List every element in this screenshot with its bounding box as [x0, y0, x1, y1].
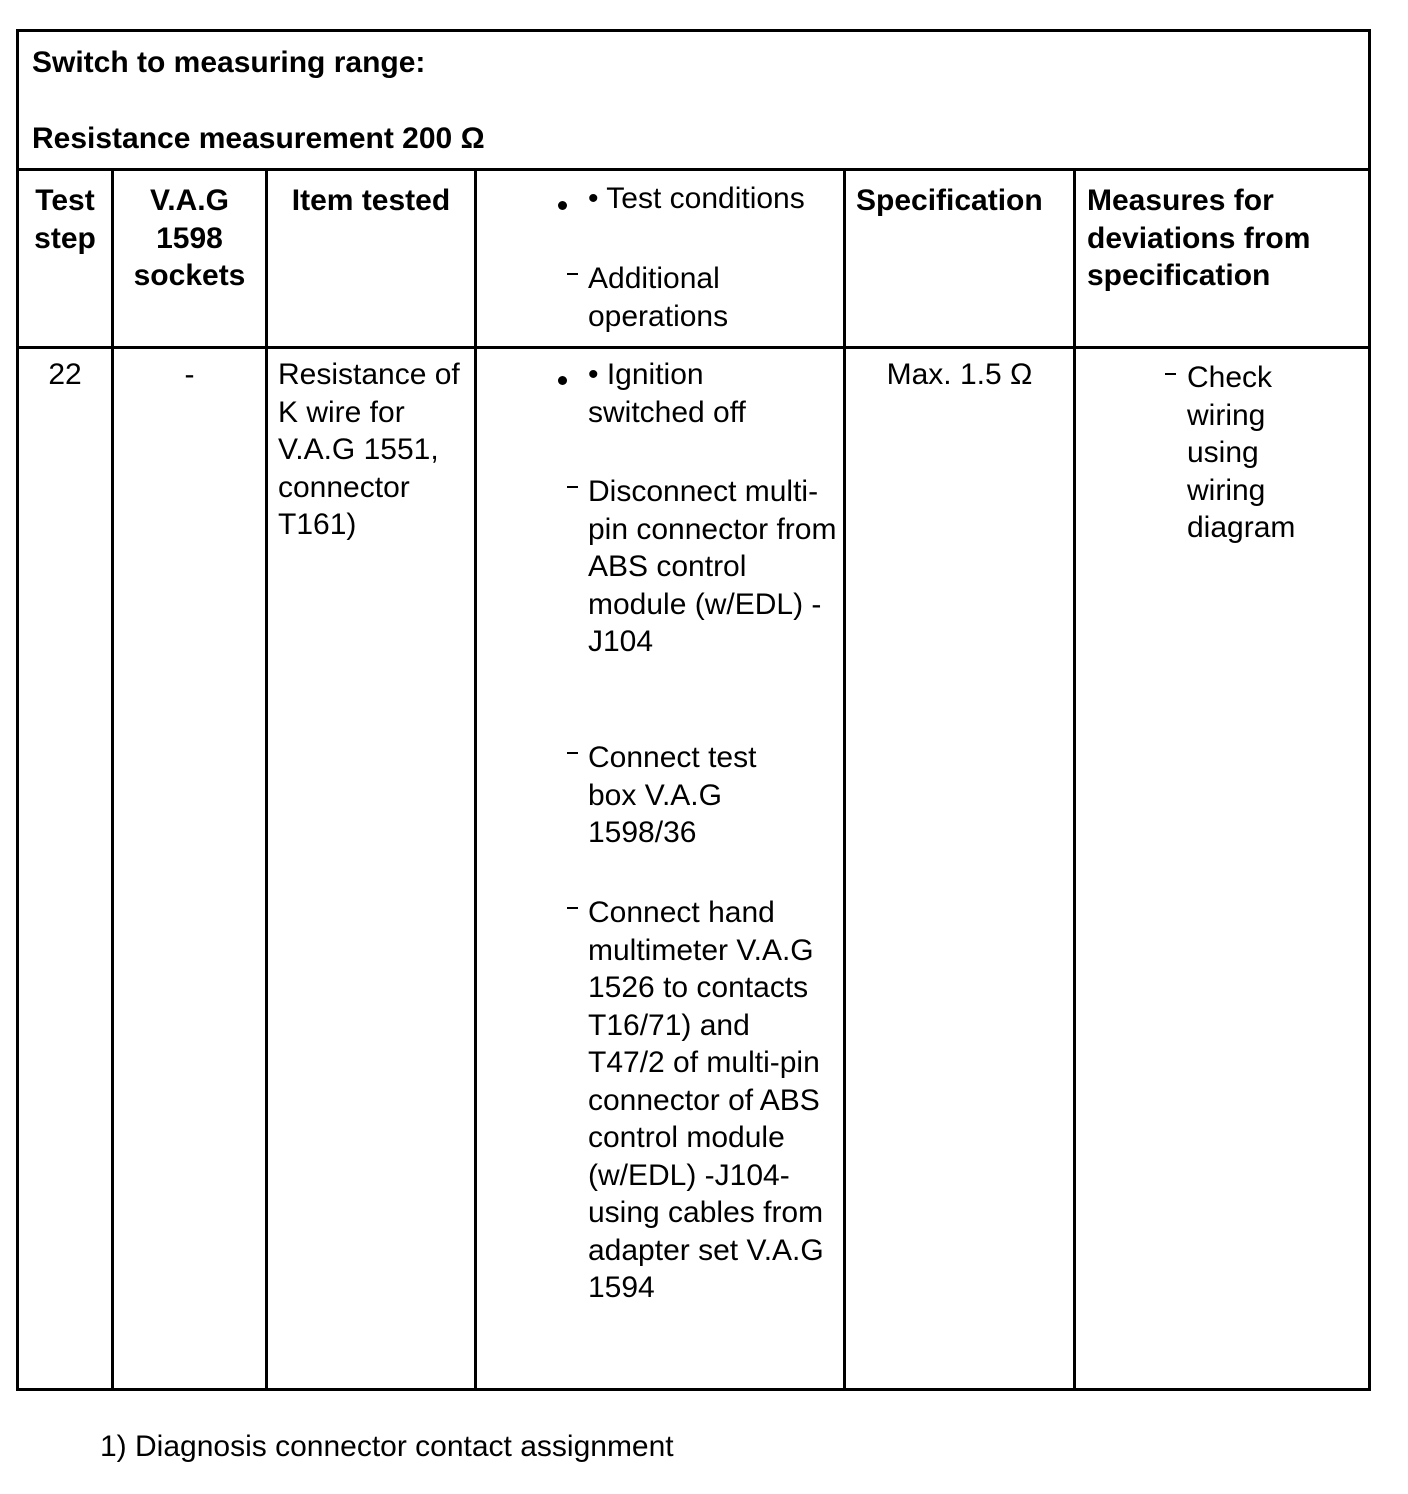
column-divider [265, 171, 268, 1388]
cell-condition: • Ignition switched off [588, 358, 746, 429]
cell-operation: Disconnect multi-pin connector from ABS control module (w/EDL) -J104 [588, 475, 837, 658]
column-divider [1073, 171, 1076, 1388]
dash-icon [567, 486, 578, 488]
cell-specification: Max. 1.5 Ω [886, 358, 1033, 391]
cell-sockets: - [184, 358, 195, 391]
dash-icon [567, 752, 578, 754]
header-divider [19, 346, 1368, 349]
bullet-icon [558, 376, 567, 385]
bullet-icon [558, 201, 567, 210]
column-divider [111, 171, 114, 1388]
cell-item-tested: Resistance of K wire for V.A.G 1551, connector T161) [278, 358, 460, 541]
header-sockets: V.A.G 1598 sockets [133, 184, 246, 292]
header-test-step: Test step [34, 184, 96, 255]
footnote: 1) Diagnosis connector contact assignment [100, 1430, 674, 1463]
cell-measure: Check wiring using wiring diagram [1187, 361, 1296, 544]
header-additional-operations: Additional operations [588, 262, 729, 333]
header-test-conditions: • Test conditions [588, 182, 805, 215]
dash-icon [567, 907, 578, 909]
header-item-tested: Item tested [291, 184, 451, 217]
cell-operation: Connect hand multimeter V.A.G 1526 to contacts T16/71) and T47/2 of multi-pin connector of ABS control module (w/EDL) -J104- using cables from adapter set V.A.G 1594 [588, 896, 824, 1304]
measuring-range-header [19, 32, 1368, 171]
header-specification: Specification [856, 184, 1043, 217]
range-value: Resistance measurement 200 Ω [32, 122, 485, 155]
header-measures: Measures for deviations from specification [1087, 184, 1311, 292]
cell-test-step: 22 [48, 358, 82, 391]
dash-icon [1165, 373, 1176, 375]
range-title: Switch to measuring range: [32, 46, 426, 79]
cell-operation: Connect test box V.A.G 1598/36 [588, 741, 757, 849]
column-divider [474, 171, 477, 1388]
column-divider [843, 171, 846, 1388]
dash-icon [567, 273, 578, 275]
test-table [16, 29, 1371, 1391]
